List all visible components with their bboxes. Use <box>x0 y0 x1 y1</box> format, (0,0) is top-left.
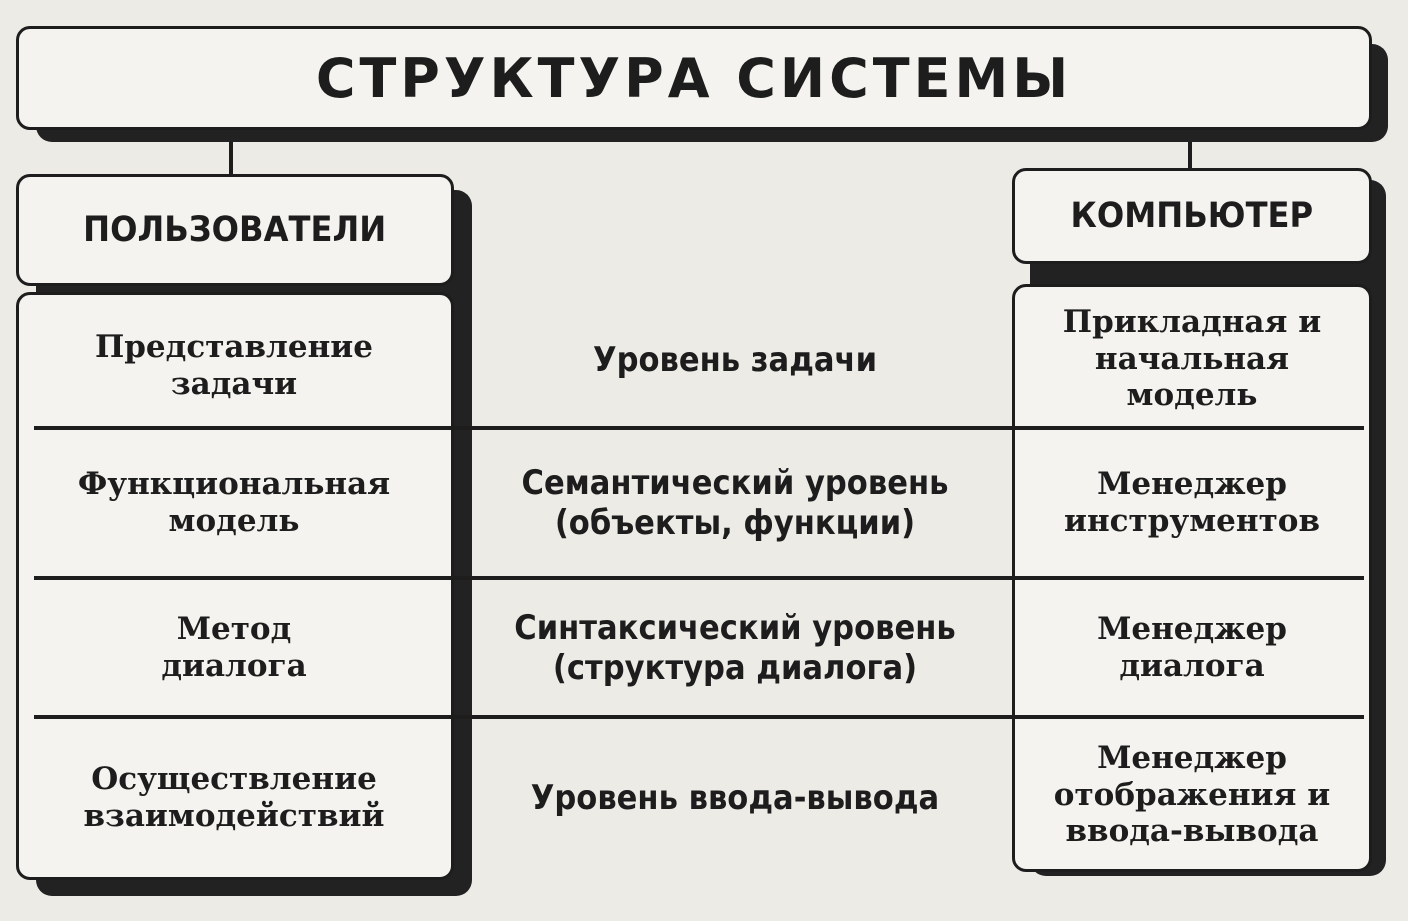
level-io: Уровень ввода-вывода <box>530 777 940 818</box>
computer-header: КОМПЬЮТЕР <box>1070 196 1314 236</box>
user-cell-interaction: Осуществление взаимодействий <box>83 761 385 834</box>
user-cell-task-representation: Представление задачи <box>94 329 374 402</box>
computer-header-box <box>1012 168 1372 264</box>
users-header: ПОЛЬЗОВАТЕЛИ <box>83 210 387 250</box>
title-box <box>16 26 1372 130</box>
user-cell-functional-model: Функциональная модель <box>77 466 391 539</box>
diagram-title: СТРУКТУРА СИСТЕМЫ <box>315 46 1073 110</box>
computer-cell-tool-manager: Менеджер инструментов <box>1063 466 1321 539</box>
row-separator-1 <box>34 426 1364 430</box>
users-header-box <box>16 174 454 286</box>
row-separator-3 <box>34 715 1364 719</box>
level-syntactic: Синтаксический уровень (структура диалога) <box>514 607 956 688</box>
level-task: Уровень задачи <box>592 339 878 380</box>
row-separator-2 <box>34 576 1364 580</box>
user-cell-dialog-method: Метод диалога <box>161 611 307 684</box>
level-semantic: Семантический уровень (объекты, функции) <box>521 462 949 543</box>
computer-cell-application-model: Прикладная и начальная модель <box>1062 304 1322 414</box>
computer-cell-dialog-manager: Менеджер диалога <box>1097 611 1287 684</box>
computer-cell-display-io-manager: Менеджер отображения и ввода-вывода <box>1053 740 1331 850</box>
